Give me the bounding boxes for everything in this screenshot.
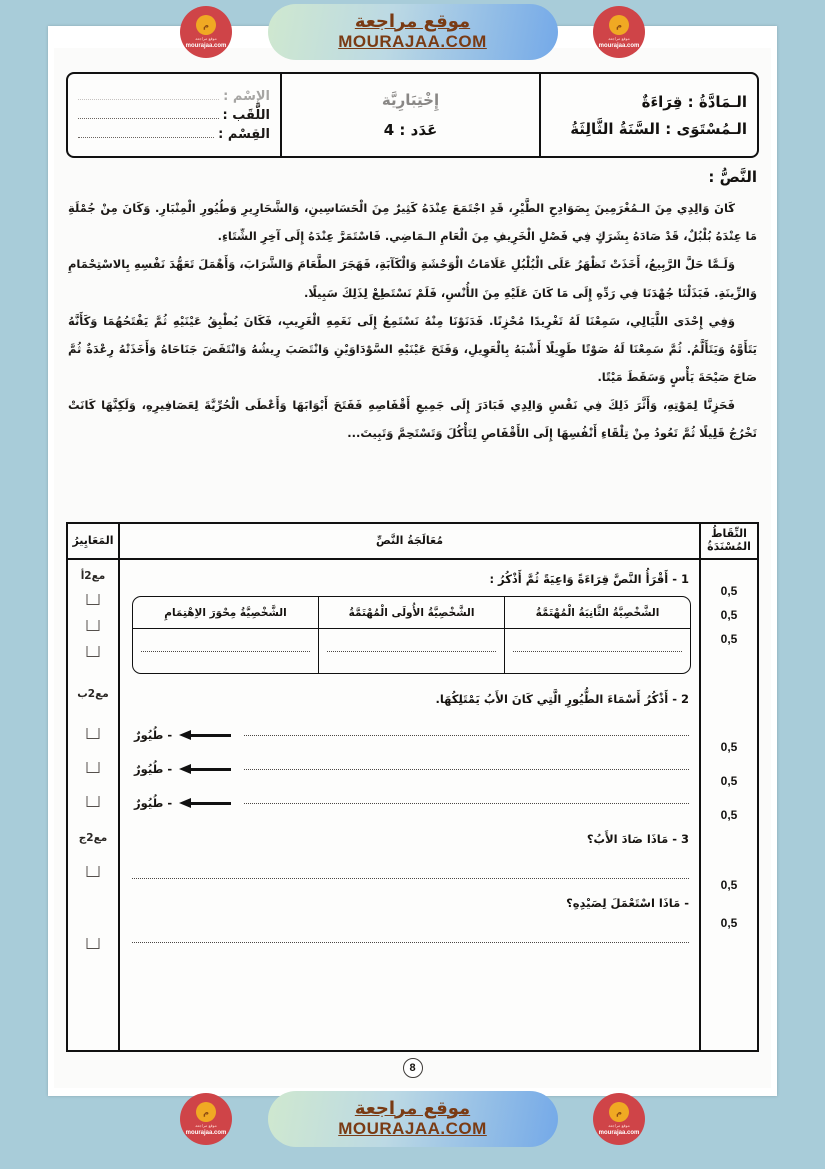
logo-tagline: موقع مراجعة — [195, 1123, 217, 1128]
questions-column — [118, 524, 699, 1050]
logo-domain: mourajaa.com — [598, 43, 640, 49]
brand-logo-icon — [180, 1093, 232, 1145]
question-1-text: 1 - أَقْرَأُ النَّصَّ قِرَاءَةً وَاعِيَةً ثُمَّ أَذْكُرُ : — [489, 572, 689, 586]
page-content-area — [54, 48, 771, 1088]
points-value-5: 0,5 — [720, 774, 738, 788]
bird-label-1: - طُيُورٌ — [134, 728, 173, 742]
passage-heading: النَّصُّ : — [708, 168, 757, 186]
logo-domain: mourajaa.com — [598, 1130, 640, 1136]
logo-badge-icon: م — [609, 15, 629, 35]
logo-domain: mourajaa.com — [185, 43, 227, 49]
criteria-checkbox-3[interactable] — [87, 646, 100, 657]
subtable-col-second — [133, 597, 319, 673]
watermark-pill-top — [268, 4, 558, 60]
header-student-box — [68, 74, 280, 156]
question-3-text: 3 - مَاذَا صَادَ الأَبُ؟ — [586, 832, 689, 846]
subtable-col-focus — [505, 597, 690, 673]
student-class-label: القِسْم : — [218, 126, 270, 142]
subject-label: الـمَادَّةُ : قِرَاءَةٌ — [641, 92, 747, 111]
brand-logo-icon — [593, 1093, 645, 1145]
student-name-row[interactable] — [78, 89, 270, 104]
points-value-8: 0,5 — [720, 916, 738, 930]
subtable-dots-2[interactable] — [327, 651, 496, 652]
page-number: 8 — [403, 1058, 423, 1078]
student-name-blank[interactable] — [78, 99, 219, 100]
watermark-banner-top — [0, 0, 825, 64]
bird-label-3: - طُيُورٌ — [134, 796, 173, 810]
criteria-checkbox-4[interactable] — [87, 728, 100, 739]
bird-answer-row-1[interactable] — [134, 728, 689, 742]
points-value-2: 0,5 — [720, 608, 738, 622]
subtable-answer-first[interactable] — [319, 629, 504, 673]
criteria-code-2: مع2ب — [77, 688, 109, 700]
logo-tagline: موقع مراجعة — [195, 36, 217, 41]
points-values — [701, 560, 757, 1050]
points-column — [699, 524, 757, 1050]
bird-answer-row-3[interactable] — [134, 796, 689, 810]
logo-badge-icon: م — [196, 15, 216, 35]
logo-badge-icon: م — [609, 1102, 629, 1122]
criteria-column-header: المَعَايِيرُ — [68, 524, 118, 560]
questions-column-header: مُعَالَجَةُ النَّصِّ — [120, 524, 699, 560]
logo-tagline: موقع مراجعة — [608, 1123, 630, 1128]
bird-answer-row-2[interactable] — [134, 762, 689, 776]
arrow-left-icon — [179, 764, 237, 774]
arrow-left-icon — [179, 798, 237, 808]
bird-answer-blank-1[interactable] — [244, 735, 689, 736]
question-2-text: 2 - أَذْكُرُ أَسْمَاءَ الطُّيُورِ الَّتِي كَانَ الأَبُ يَمْتَلِكُهَا. — [435, 692, 689, 706]
worksheet-header — [66, 72, 759, 158]
subtable-header-second: الشَّخْصِيَّةُ مِحْوَرَ الاِهْتِمَامِ — [133, 597, 318, 629]
student-class-row[interactable] — [78, 127, 270, 142]
criteria-values — [68, 560, 118, 1050]
bird-answer-blank-3[interactable] — [244, 803, 689, 804]
points-value-1: 0,5 — [720, 584, 738, 598]
subtable-answer-second[interactable] — [133, 629, 318, 673]
criteria-checkbox-6[interactable] — [87, 796, 100, 807]
logo-tagline: موقع مراجعة — [608, 36, 630, 41]
characters-subtable — [132, 596, 691, 674]
questions-content — [120, 560, 699, 1050]
student-surname-label: اللَّقَب : — [222, 107, 270, 123]
points-column-header: النِّقَاطُ المُسْنَدَةُ — [701, 524, 757, 560]
question-3b-text: - مَاذَا اسْتَعْمَلَ لِصَيْدِهِ؟ — [566, 896, 689, 910]
passage-paragraph-4: فَحَزِنَّا لِمَوْتِهِ، وَأَثَّرَ ذَلِكَ فِي نَفْسِ وَالِدِي فَبَادَرَ إِلَى جَمِيعِ أَقْفَاصِهِ فَفَتَحَ أَبْوَابَهَا وَأَعْطَى الْحُرِّيَّةَ لِعَصَافِيرِهِ، وَلَكِنَّهَا كَانَتْ تَخْرُجُ قَلِيلًا ثُمَّ تَعُودُ مِنْ تِلْقَاءِ أَنْفُسِهَا إِلَى الأَقْفَاصِ لِتَأْكُلَ وَتَسْتَحِمَّ وَتَبِيتَ... — [68, 398, 757, 441]
logo-badge-icon: م — [196, 1102, 216, 1122]
exam-number: عَدَد : 4 — [383, 121, 438, 139]
criteria-column — [68, 524, 118, 1050]
subtable-header-focus: الشَّخْصِيَّةُ الثَّانِيَةُ الْمُهْتَمَّةُ — [505, 597, 690, 629]
scanned-worksheet-page — [48, 26, 777, 1096]
student-name-label: الإِسْم : — [223, 88, 270, 104]
brand-logo-icon — [593, 6, 645, 58]
watermark-url-text: MOURAJAA.COM — [338, 1119, 487, 1139]
points-value-7: 0,5 — [720, 878, 738, 892]
brand-logo-icon — [180, 6, 232, 58]
question-3b-answer-blank[interactable] — [132, 942, 689, 943]
grading-table — [66, 522, 759, 1052]
exam-title: إِخْتِبَارِيَّة — [381, 91, 440, 109]
watermark-arabic-text: موقع مراجعة — [354, 10, 471, 32]
criteria-code-1: مع2أ — [80, 570, 106, 582]
bird-label-2: - طُيُورٌ — [134, 762, 173, 776]
watermark-banner-bottom — [0, 1087, 825, 1151]
student-surname-blank[interactable] — [78, 118, 219, 119]
subtable-answer-focus[interactable] — [505, 629, 690, 673]
watermark-url-text: MOURAJAA.COM — [338, 32, 487, 52]
passage-paragraph-1: كَانَ وَالِدِي مِنَ الـمُغْرَمِينَ بِصَوَادِحِ الطَّيْرِ، قَدِ اجْتَمَعَ عِنْدَهُ كَثِيرٌ مِنَ الْحَسَاسِينِ، وَالشَّحَارِيرِ وَطُيُورِ الْمِنْبَارِ. وَكَانَ مِنْ جُمْلَةِ مَا عِنْدَهُ بُلْبُلٌ، قَدْ صَادَهُ بِشَرَكٍ فِي فَصْلِ الْخَرِيفِ مِنَ الْعَامِ الـمَاضِي. فَاسْتَمَرَّ عِنْدَهُ إِلَى آخِرِ الشِّتَاءِ. — [68, 201, 757, 244]
student-class-blank[interactable] — [78, 137, 214, 138]
watermark-pill-bottom — [268, 1091, 558, 1147]
criteria-checkbox-5[interactable] — [87, 762, 100, 773]
header-subject-box — [539, 74, 757, 156]
arrow-left-icon — [179, 730, 237, 740]
subtable-dots-3[interactable] — [513, 651, 682, 652]
points-value-3: 0,5 — [720, 632, 738, 646]
student-surname-row[interactable] — [78, 108, 270, 123]
criteria-checkbox-1[interactable] — [87, 594, 100, 605]
criteria-code-3: مع2ج — [78, 832, 108, 844]
points-value-6: 0,5 — [720, 808, 738, 822]
subtable-dots-1[interactable] — [141, 651, 310, 652]
question-3-answer-blank[interactable] — [132, 878, 689, 879]
passage-paragraph-2: وَلَـمَّا حَلَّ الرَّبِيعُ، أَخَذَتْ تَظْهَرُ عَلَى الْبُلْبُلِ عَلَامَاتُ الْوَحْشَةِ وَالْكَآبَةِ، فَهَجَرَ الطَّعَامَ وَالشَّرَابَ، وَأَهْمَلَ تَعَهُّدَ نَفْسِهِ بِالاسْتِحْمَامِ وَالزِّينَةِ. فَبَذَلْنَا جُهْدَنَا فِي رَدِّهِ إِلَى مَا كَانَ عَلَيْهِ مِنَ الأُنْسِ، فَلَمْ نَسْتَطِعْ لِذَلِكَ سَبِيلًا. — [68, 257, 757, 300]
points-value-4: 0,5 — [720, 740, 738, 754]
criteria-checkbox-7[interactable] — [87, 866, 100, 877]
subtable-col-first — [319, 597, 505, 673]
logo-domain: mourajaa.com — [185, 1130, 227, 1136]
watermark-arabic-text: موقع مراجعة — [354, 1097, 471, 1119]
subtable-header-first: الشَّخْصِيَّةُ الأُولَى الْمُهْتَمَّةُ — [319, 597, 504, 629]
level-label: الـمُسْتَوَى : السَّنَةُ الثَّالِثَةُ — [570, 119, 747, 138]
passage-paragraph-3: وَفِي إِحْدَى اللَّيَالِي، سَمِعْنَا لَهُ تَغْرِيدًا مُحْزِنًا. فَدَنَوْنَا مِنْهُ نَسْتَمِعُ إِلَى نَغَمِهِ الْغَرِيبِ، فَكَانَ يُطْبِقُ عَيْنَيْهِ ثُمَّ يَفْتَحُهُمَا وَكَأَنَّهُ يَتَأَوَّهُ وَيَتَأَلَّمُ. ثُمَّ سَمِعْنَا لَهُ صَوْتًا طَوِيلًا أَشْبَهُ بِالْعَوِيلِ، وَفَتَحَ عَيْنَيْهِ السَّوْدَاوَيْنِ وَانْتَصَبَ رِيشُهُ وَانْتَفَضَ جَنَاحَاهُ وَأَخَذَتْهُ رِعْدَةٌ ثُمَّ صَاحَ صَيْحَةَ يَأْسٍ وَسَقَطَ مَيْتًا. — [68, 313, 757, 385]
header-exam-box — [280, 74, 539, 156]
passage-text — [68, 194, 757, 448]
criteria-checkbox-8[interactable] — [87, 938, 100, 949]
bird-answer-blank-2[interactable] — [244, 769, 689, 770]
criteria-checkbox-2[interactable] — [87, 620, 100, 631]
